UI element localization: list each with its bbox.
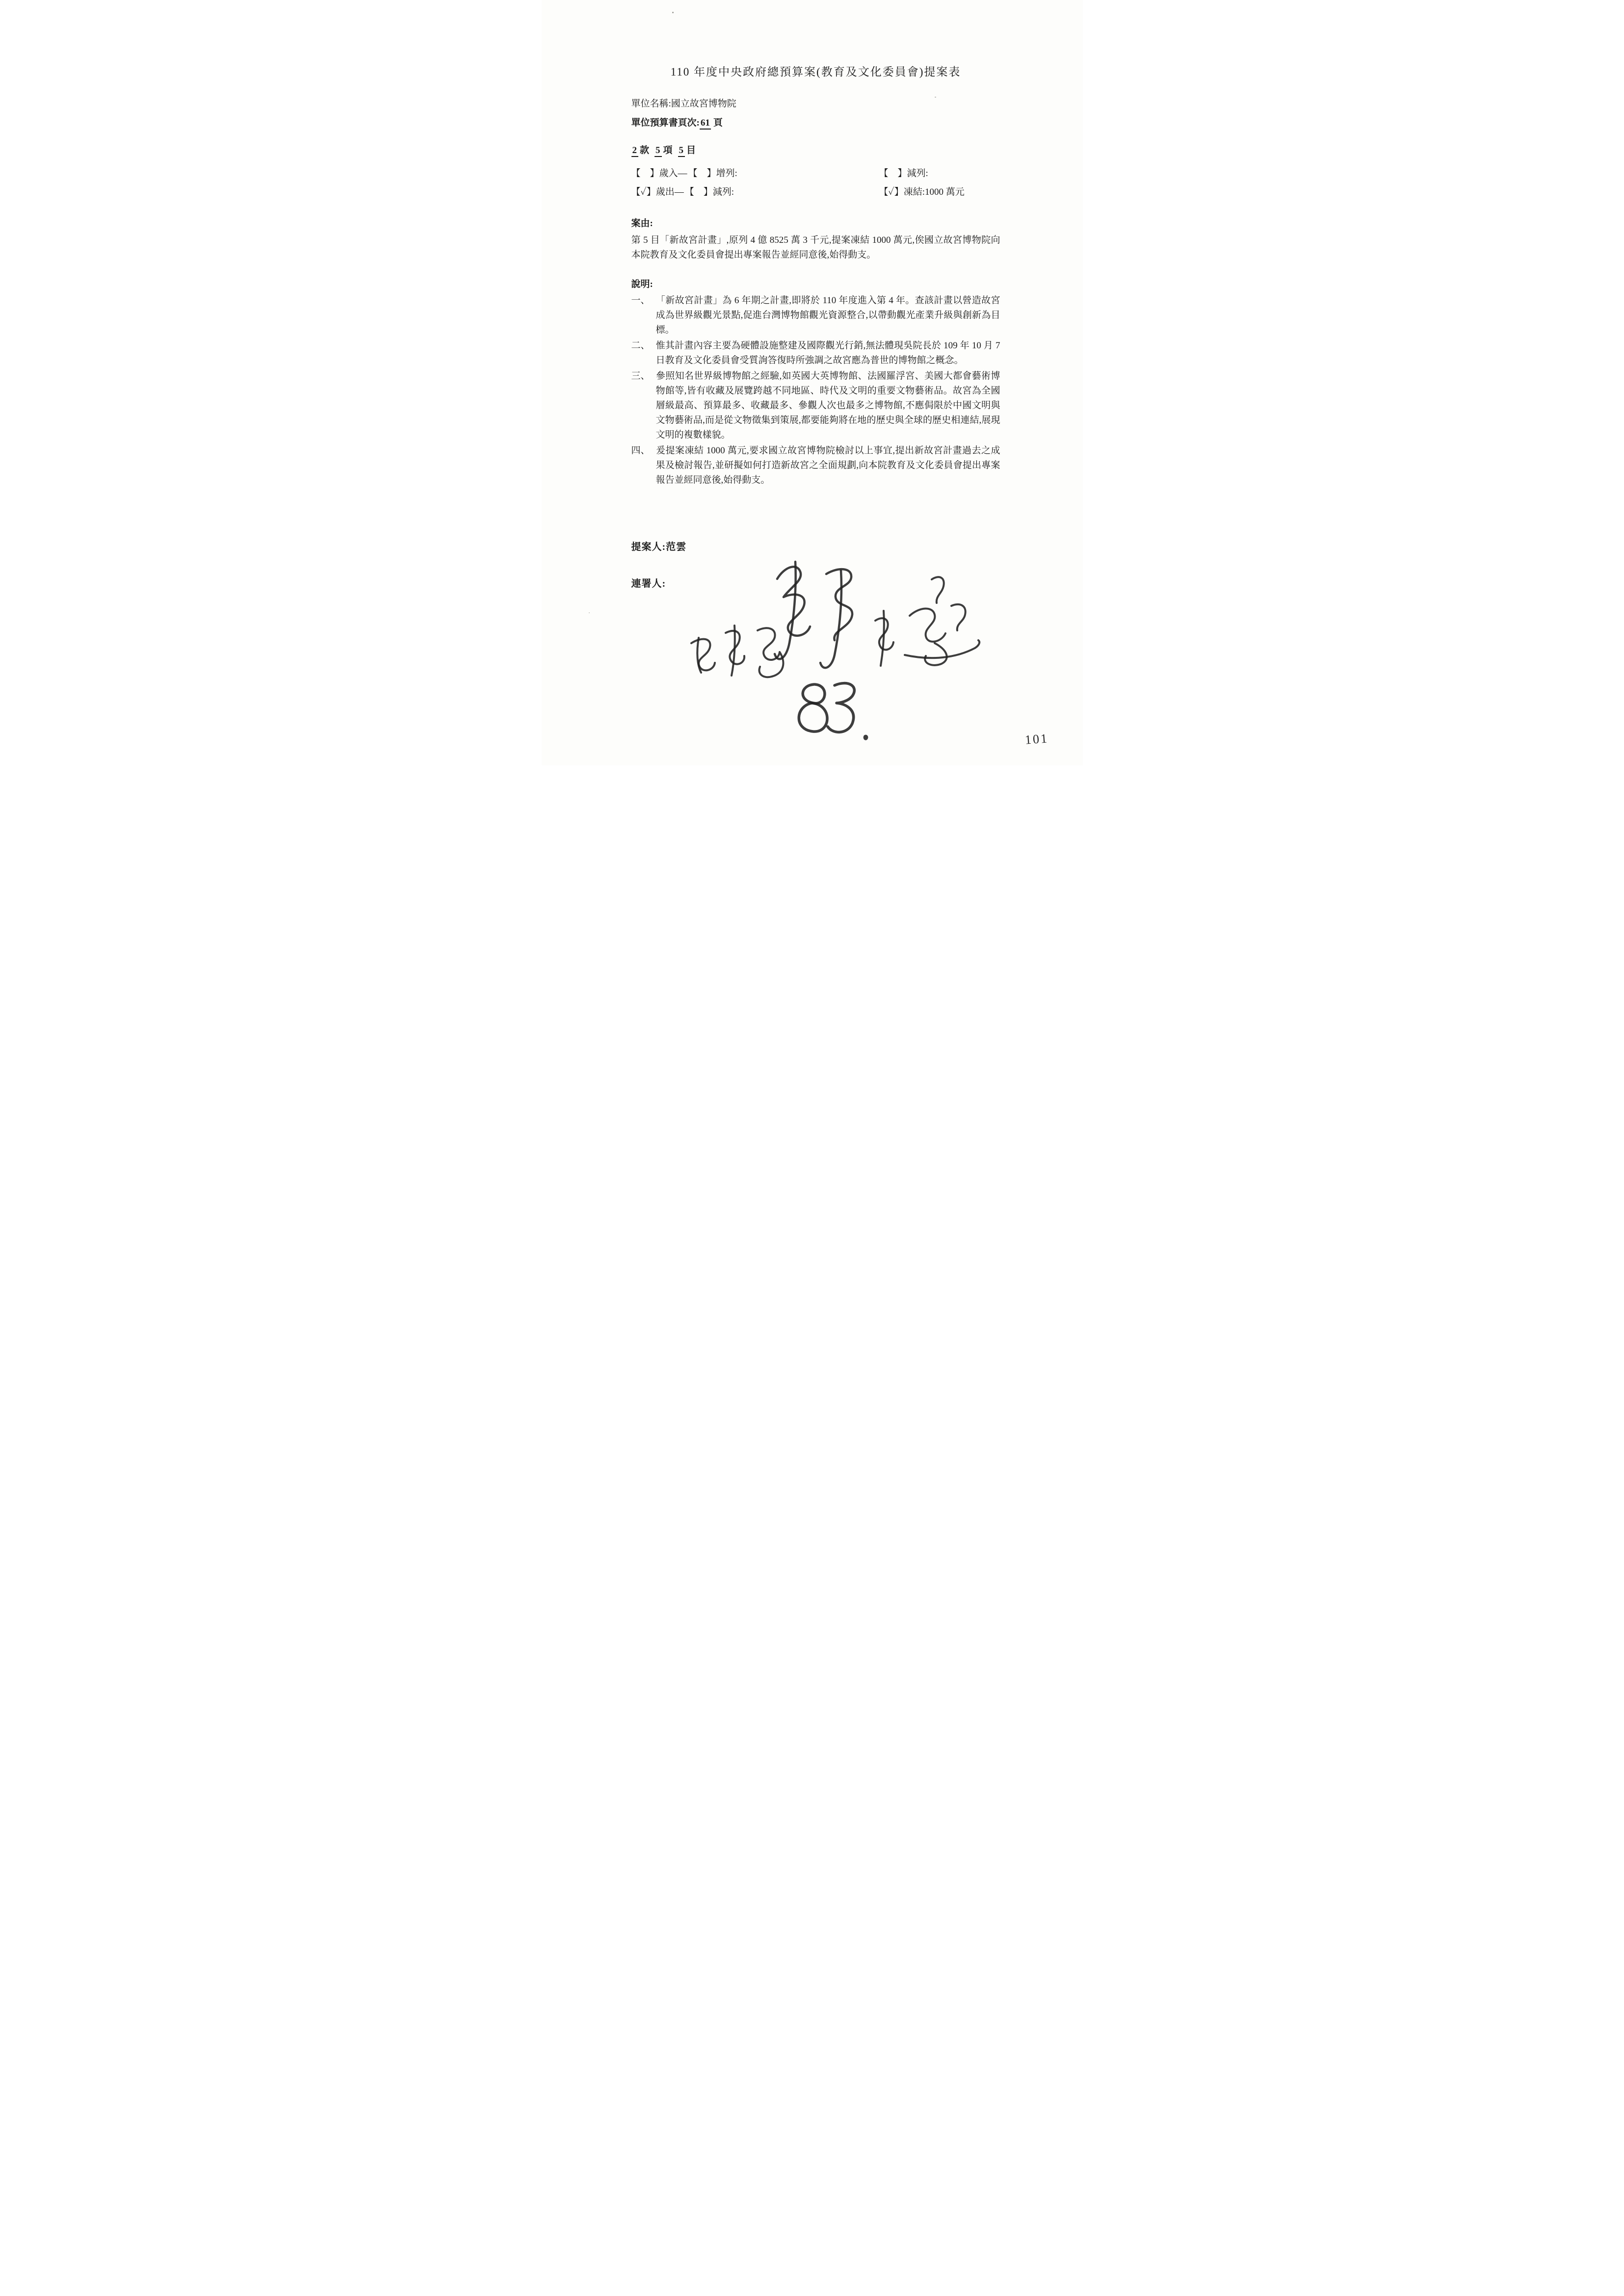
revenue-checkbox: 【 】 [631, 168, 659, 179]
revenue-left-group [631, 164, 879, 183]
freeze-amount-label: 凍結:1000 萬元 [903, 187, 965, 198]
scan-speckle [589, 612, 590, 613]
handwritten-number-83 [799, 683, 866, 739]
explanation-item-4-number: 四、 [631, 445, 650, 456]
case-heading: 案由: [631, 218, 653, 229]
cosigner-label: 連署人: [631, 578, 666, 590]
revenue-label: 歲入— [659, 168, 687, 179]
explanation-item-4-text: 爰提案凍結 1000 萬元,要求國立故宮博物院檢討以上事宜,提出新故宮計畫過去之成果及檢討報告,並研擬如何打造新故宮之全面規劃,向本院教育及文化委員會提出專案報告並經同意後,始得動支。 [655, 445, 1000, 486]
expenditure-label: 歲出— [655, 187, 684, 198]
revenue-increase-checkbox: 【 】 [688, 168, 716, 179]
scan-speckle [935, 97, 936, 98]
explanation-item-1 [631, 293, 1000, 338]
document-title: 110 年度中央政府總預算案(教育及文化委員會)提案表 [670, 66, 961, 78]
case-body: 第 5 目「新故宮計畫」,原列 4 億 8525 萬 3 千元,提案凍結 1000 萬元,俟國立故宮博物院向本院教育及文化委員會提出專案報告並經同意後,始得動支。 [631, 235, 1000, 260]
mu-label: 目 [686, 145, 697, 156]
explanation-item-4 [631, 444, 1000, 488]
explanation-item-3-text: 參照知名世界級博物館之經驗,如英國大英博物館、法國羅浮宮、美國大都會藝術博物館等,皆有收藏及展覽跨越不同地區、時代及文明的重要文物藝術品。故宮為全國層級最高、預算最多、收藏最多、參觀人次也最多之博物館,不應侷限於中國文明與文物藝術品,而是從文物徵集到策展,都要能夠將在地的歷史與全球的歷史相連結,展現文明的複數樣貌。 [655, 371, 1000, 441]
unit-name-line [631, 97, 1000, 111]
revenue-right-group [879, 164, 1000, 183]
proposer-name: 范雲 [666, 542, 687, 553]
revenue-decrease-label: 減列: [907, 168, 928, 179]
checkbox-row-expenditure [631, 183, 1000, 202]
expenditure-right-group [879, 183, 1000, 202]
handwritten-page-number: 101 [1024, 731, 1049, 747]
explanation-item-2-number: 二、 [631, 340, 650, 351]
explanation-item-3 [631, 369, 1000, 443]
scan-speckle [672, 12, 674, 13]
unit-name-value: 國立故宮博物院 [671, 99, 736, 109]
explanation-item-3-number: 三、 [631, 371, 650, 382]
kuan-label: 款 [640, 145, 650, 156]
scanned-document-page [542, 0, 1083, 765]
freeze-checkbox-checked: 【✓】 [879, 187, 904, 198]
unit-name-label: 單位名稱: [631, 99, 671, 109]
expenditure-checkbox-checked: 【✓】 [631, 187, 656, 198]
explanation-item-1-number: 一、 [631, 295, 650, 306]
budget-page-suffix: 頁 [713, 118, 723, 129]
checkbox-row-revenue [631, 164, 1000, 183]
expenditure-decrease-label: 減列: [712, 187, 734, 198]
explanation-list [631, 293, 1000, 488]
explanation-heading: 說明: [631, 279, 653, 289]
budget-page-line [631, 116, 1000, 130]
explanation-item-2 [631, 339, 1000, 368]
explanation-item-2-text: 惟其計畫內容主要為硬體設施整建及國際觀光行銷,無法體現吳院長於 109 年 10 月 7 日教育及文化委員會受質詢答復時所強調之故宮應為普世的博物館之概念。 [655, 340, 1000, 366]
cosigner-signature-2 [875, 577, 979, 666]
kuan-number: 2 [631, 145, 639, 157]
mu-number: 5 [678, 145, 685, 157]
xiang-label: 項 [663, 145, 673, 156]
cosigner-signature-1 [691, 626, 783, 677]
budget-classification-line [631, 143, 1000, 157]
budget-page-label: 單位預算書頁次: [631, 118, 700, 129]
proposer-line [631, 539, 1000, 553]
explanation-item-1-text: 「新故宮計畫」為 6 年期之計畫,即將於 110 年度進入第 4 年。查該計畫以營造故宮成為世界級觀光景點,促進台灣博物館觀光資源整合,以帶動觀光產業升級與創新為目標。 [655, 295, 1000, 336]
signers-block [631, 539, 1000, 590]
revenue-increase-label: 增列: [716, 168, 737, 179]
proposer-label: 提案人: [631, 542, 666, 553]
expenditure-left-group [631, 183, 879, 202]
cosigner-line [631, 575, 1000, 590]
xiang-number: 5 [655, 145, 662, 157]
revenue-decrease-checkbox: 【 】 [879, 168, 907, 179]
expenditure-decrease-checkbox: 【 】 [684, 187, 713, 198]
budget-page-number: 61 [700, 118, 711, 130]
